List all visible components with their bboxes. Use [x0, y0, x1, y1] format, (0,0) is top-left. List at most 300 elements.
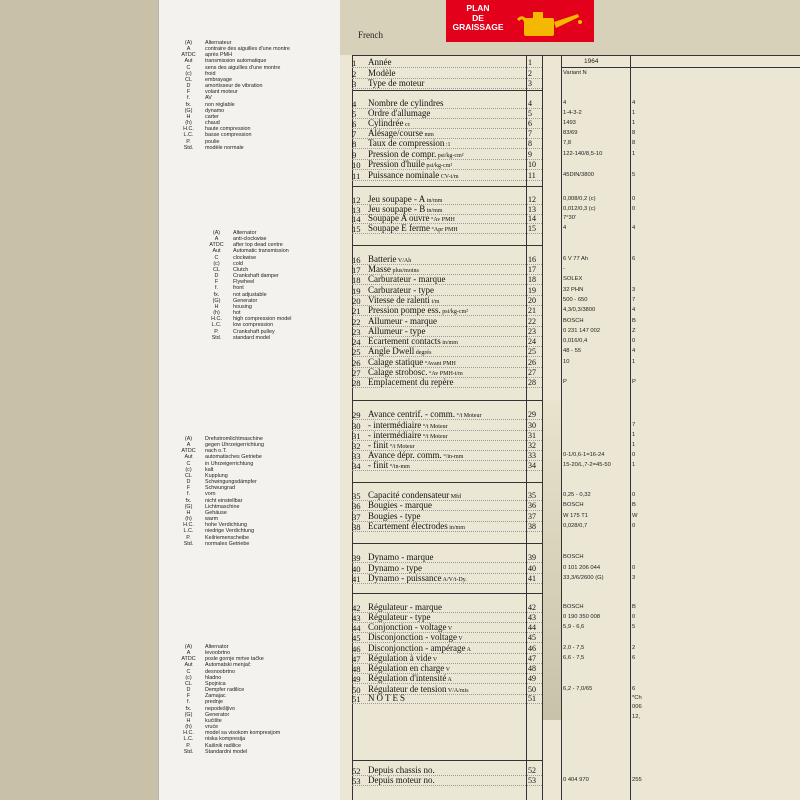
row-label — [368, 602, 526, 612]
row-unit: t/m — [429, 299, 440, 305]
legend-text: after top dead centre — [233, 242, 283, 249]
value-col2: 1 — [632, 432, 636, 438]
row-number: 8 — [352, 139, 357, 149]
row-label — [368, 295, 526, 305]
value-col1: 0,028/0,7 — [563, 523, 588, 529]
value-col2: 1 — [632, 110, 636, 116]
row-unit: °Apr PMH — [429, 227, 458, 233]
row-label-text: Soupape A ouvre — [368, 213, 430, 223]
row-label-text: Avance dépr. comm. — [368, 450, 442, 460]
value-col1: BOSCH — [563, 318, 584, 324]
value-col2: 1 — [632, 442, 636, 448]
row-number: 51 — [352, 694, 361, 704]
value-col2: B — [632, 318, 636, 324]
row-label-text: Disconjonction - voltage — [368, 632, 457, 642]
row-number-right: 1 — [528, 58, 532, 67]
legend-text: Clutch — [233, 266, 249, 273]
row-number: 24 — [352, 337, 361, 347]
value-col1: BOSCH — [563, 554, 584, 560]
legend-text: poulie — [205, 138, 220, 145]
row-label-text: Allumeur - type — [368, 326, 426, 336]
legend-abbr: (A) — [184, 40, 193, 46]
value-col1: 0,016/0,4 — [563, 338, 588, 344]
row-label — [368, 440, 526, 450]
row-number: 19 — [352, 286, 361, 296]
row-label — [368, 573, 526, 583]
row-unit: V — [444, 667, 451, 673]
value-col2: 0 — [632, 452, 636, 458]
legend-text: Flywheel — [233, 279, 255, 286]
row-label — [368, 194, 526, 204]
legend-text: Alternator — [233, 230, 257, 236]
row-number: 25 — [352, 347, 361, 357]
legend-abbr: P. — [186, 742, 191, 749]
row-label-text: Soupape E ferme — [368, 223, 430, 233]
legend-text: in Uhrzeigerrichtung — [205, 460, 254, 467]
legend-text: levoobrtno — [205, 650, 231, 657]
row-number: 11 — [352, 171, 361, 181]
row-unit: A — [465, 647, 471, 653]
row-label — [368, 316, 526, 326]
value-col2: 6 — [632, 256, 636, 262]
row-label — [368, 409, 526, 419]
legend-abbr: F — [214, 279, 219, 286]
row-label — [368, 500, 526, 510]
value-col1: 7°30' — [563, 215, 577, 221]
year-header: 1964 — [584, 58, 599, 65]
value-col2: 6 — [632, 655, 636, 661]
row-label — [368, 274, 526, 284]
row-label — [368, 521, 526, 531]
row-label — [368, 213, 526, 223]
row-label-text: Année — [368, 57, 392, 67]
row-unit: °/t Moteur — [388, 444, 415, 450]
legend-text: basse compression — [205, 132, 252, 139]
logo-text — [451, 4, 505, 33]
row-label — [368, 98, 526, 108]
row-label — [368, 450, 526, 460]
row-label — [368, 367, 526, 377]
row-label-text: Ecartement contacts — [368, 336, 441, 346]
row-label — [368, 663, 526, 673]
row-number-right: 31 — [528, 431, 536, 440]
row-unit: CV-t/m — [439, 174, 459, 180]
row-label — [368, 632, 526, 642]
legend-french — [172, 40, 290, 151]
row-label — [368, 693, 526, 703]
row-number-right: 22 — [528, 317, 536, 326]
row-unit: psi/kg-cm² — [436, 153, 464, 159]
legend-abbr: Std. — [211, 334, 222, 341]
value-col2: B — [632, 604, 636, 610]
row-number: 12 — [352, 195, 361, 205]
legend-text: transmission automatique — [205, 58, 267, 65]
legend-text: Generator — [233, 297, 258, 304]
row-unit: °Av PMH — [429, 217, 455, 223]
value-col2: 8 — [632, 130, 636, 136]
row-number: 6 — [352, 119, 357, 129]
legend-abbr: Aut — [212, 248, 221, 255]
legend-abbr: F — [186, 89, 191, 96]
legend-text: vruće — [205, 724, 219, 731]
legend-abbr: f. — [187, 95, 190, 102]
legend-text: Crankshaft pulley — [233, 328, 275, 335]
row-number-right: 29 — [528, 410, 536, 419]
legend-text: haute compression — [205, 126, 251, 133]
value-col2: 0 — [632, 196, 636, 202]
row-number-right: 37 — [528, 512, 536, 521]
legend-abbr: (c) — [185, 70, 192, 77]
row-number: 23 — [352, 327, 361, 337]
legend-abbr: L.C. — [183, 736, 194, 743]
legend-text: modèle normale — [205, 144, 244, 151]
row-label-text: Ecartement électrodes — [368, 521, 448, 531]
legend-text: chaud — [205, 120, 220, 127]
row-number: 53 — [352, 776, 361, 786]
row-number-right: 16 — [528, 255, 536, 264]
row-label — [368, 57, 526, 67]
value-col1: 0,012/0,3 (c) — [563, 206, 596, 212]
row-label-text: Angle Dwell — [368, 346, 415, 356]
row-number: 15 — [352, 224, 361, 234]
value-col2: 4 — [632, 100, 636, 106]
row-number: 38 — [352, 522, 361, 532]
legend-text: kalt — [205, 466, 214, 473]
legend-abbr: P. — [186, 534, 191, 541]
logo-line1: PLAN — [466, 3, 490, 13]
legend-abbr: H — [186, 717, 191, 724]
legend-abbr: (c) — [185, 466, 192, 473]
row-label — [368, 285, 526, 295]
row-label-text: Capacité condensateur — [368, 490, 450, 500]
row-unit: mm — [422, 132, 434, 138]
value-col2: 0 — [632, 206, 636, 212]
value-col1: W 175 T1 — [563, 513, 589, 519]
row-number-right: 42 — [528, 603, 536, 612]
row-label-text: Régulation d'intensité — [368, 673, 447, 683]
legend-text: carter — [205, 113, 219, 120]
legend-text: clockwise — [233, 254, 257, 261]
row-label — [368, 653, 526, 663]
row-number-right: 46 — [528, 644, 536, 653]
legend-abbr: CL — [213, 266, 220, 273]
row-number: 48 — [352, 664, 361, 674]
row-unit: °/t Moteur — [421, 434, 448, 440]
legend-abbr: D — [186, 83, 191, 90]
legend-text: Standardni model — [205, 748, 248, 755]
value-col2: W — [632, 513, 638, 519]
legend-text: high compression model — [233, 316, 292, 323]
legend-abbr: H.C. — [183, 126, 194, 133]
logo — [446, 0, 594, 42]
value-col1: 0 231 147 002 — [563, 328, 601, 334]
legend-abbr: (A) — [212, 230, 221, 236]
value-col1: 4,3/0,3/3800 — [563, 307, 596, 313]
row-label-text: Alésage/course — [368, 128, 423, 138]
legend-text: froid — [205, 70, 216, 77]
row-label-text: Calage statique — [368, 357, 424, 367]
legend-text: Lichtmaschine — [205, 503, 240, 510]
legend-abbr: f. — [215, 285, 218, 292]
legend-abbr: fx. — [185, 705, 192, 712]
value-col1: Variant N — [563, 70, 587, 76]
legend-text: desnoobrtno — [205, 668, 235, 675]
table-top-border — [352, 55, 800, 56]
legend-text: amortisseur de vibration — [205, 83, 263, 90]
value-col1: 122-140/8,5-10 — [563, 151, 603, 157]
row-number-right: 50 — [528, 685, 536, 694]
legend-text: Dempfer radilice — [205, 687, 245, 694]
row-label-text: Disconjonction - ampérage — [368, 643, 466, 653]
value-col2: 1 — [632, 359, 636, 365]
legend-abbr: A — [186, 46, 191, 53]
row-number-right: 26 — [528, 358, 536, 367]
value-col1: 15-20/L,7-2=45-50 — [563, 462, 611, 468]
row-number-right: 33 — [528, 451, 536, 460]
row-unit: °/in-mm — [388, 464, 410, 470]
row-label — [368, 460, 526, 470]
legend-text: housing — [233, 303, 252, 310]
value-col1: 33,3/6/2600 (G) — [563, 575, 604, 581]
row-number: 35 — [352, 491, 361, 501]
row-number: 13 — [352, 205, 361, 215]
row-number: 16 — [352, 255, 361, 265]
value-col2: P — [632, 379, 636, 385]
row-number: 18 — [352, 275, 361, 285]
value-col2: 0 — [632, 614, 636, 620]
legend-abbr: A — [186, 650, 191, 657]
row-unit: Mfd — [449, 494, 462, 500]
legend-abbr: (c) — [185, 674, 192, 681]
row-unit: :1 — [444, 142, 451, 148]
group-divider — [352, 400, 542, 401]
legend-abbr: CL — [185, 76, 192, 83]
row-number: 9 — [352, 150, 357, 160]
row-unit: in/mm — [440, 340, 458, 346]
row-number: 14 — [352, 214, 361, 224]
row-label — [368, 170, 526, 180]
legend-text: Automatic transmission — [233, 248, 289, 255]
legend-abbr: (c) — [213, 260, 220, 267]
header-divider — [561, 67, 800, 68]
row-label — [368, 612, 526, 622]
legend-text: nicht einstellbar — [205, 497, 243, 504]
legend-text: Gehäuse — [205, 509, 227, 516]
row-unit: V — [446, 626, 453, 632]
row-unit: °/t Moteur — [455, 413, 482, 419]
legend-german — [172, 436, 264, 547]
row-label-text: Dynamo - puissance — [368, 573, 442, 583]
row-label-text: Pression de compr. — [368, 149, 437, 159]
value-col1: 32 PHN — [563, 287, 584, 293]
row-number-right: 24 — [528, 337, 536, 346]
row-label-text: Dynamo - type — [368, 563, 422, 573]
row-unit: °/t Moteur — [421, 424, 448, 430]
row-label-text: - finit — [368, 440, 389, 450]
legend-text: après PMH — [205, 52, 232, 59]
row-number: 44 — [352, 623, 361, 633]
row-number-right: 7 — [528, 129, 532, 138]
legend-text: kućište — [205, 717, 222, 724]
row-number-right: 52 — [528, 766, 536, 775]
value-col2: Z — [632, 328, 636, 334]
row-label — [368, 775, 526, 785]
row-number-right: 17 — [528, 265, 536, 274]
row-number-right: 48 — [528, 664, 536, 673]
row-number-right: 15 — [528, 224, 536, 233]
legend-text: Alternator — [205, 644, 229, 650]
row-number-right: 21 — [528, 306, 536, 315]
value-col2: 7 — [632, 422, 636, 428]
legend-text: Zamajac — [205, 693, 226, 700]
row-label-text: Depuis chassis no. — [368, 765, 435, 775]
legend-text: automatisches Getriebe — [205, 454, 262, 461]
value-col1: 10 — [563, 359, 570, 365]
row-label-text: Pression d'huile — [368, 159, 425, 169]
legend-abbr: f. — [187, 491, 190, 498]
legend-abbr: ATDC — [181, 52, 196, 59]
row-unit: psi/kg-cm² — [440, 309, 469, 315]
row-number-right: 34 — [528, 461, 536, 470]
value-col1: 1-4-3-2 — [563, 110, 582, 116]
row-number-right: 39 — [528, 553, 536, 562]
legend-abbr: C — [186, 460, 191, 467]
legend-text: normales Getriebe — [205, 540, 250, 547]
value-col1: 5,9 - 6,6 — [563, 624, 585, 630]
row-unit: degrés — [414, 350, 432, 356]
row-label-text: - intermédiaire — [368, 420, 422, 430]
legend-text: sens des aiguilles d'une montre — [205, 64, 281, 71]
value-col1: 0 404 970 — [563, 777, 589, 783]
row-unit: cc — [403, 122, 411, 128]
group-divider — [352, 760, 542, 761]
row-rule — [352, 703, 542, 704]
row-label — [368, 563, 526, 573]
legend-abbr: C — [186, 64, 191, 71]
row-label-text: Régulateur - marque — [368, 602, 442, 612]
row-label — [368, 420, 526, 430]
row-unit: V/A/mis — [446, 688, 469, 694]
row-label-text: Bougies - marque — [368, 500, 432, 510]
legend-text: low compression — [233, 322, 274, 329]
row-rule — [352, 88, 542, 89]
legend-abbr: D — [214, 273, 219, 280]
row-label-text: Cylindrée — [368, 118, 404, 128]
value-col2: 4 — [632, 307, 636, 313]
legend-text: hladno — [205, 674, 222, 681]
value-col2: 0 — [632, 523, 636, 529]
row-label — [368, 622, 526, 632]
legend-text: Generator — [205, 711, 230, 718]
row-number-right: 13 — [528, 205, 536, 214]
legend-text: Keilriemenscheibe — [205, 534, 250, 541]
row-number: 5 — [352, 109, 357, 119]
legend-text: volant moteur — [205, 89, 238, 96]
row-number-right: 19 — [528, 286, 536, 295]
legend-abbr: H.C. — [211, 316, 222, 323]
row-label-text: Ordre d'allumage — [368, 108, 431, 118]
legend-abbr: CL — [185, 680, 192, 687]
row-label-text: - intermédiaire — [368, 430, 422, 440]
value-col2: 3 — [632, 575, 636, 581]
row-number-right: 51 — [528, 694, 536, 703]
value-col1: 6,6 - 7,5 — [563, 655, 585, 661]
row-number: 30 — [352, 421, 361, 431]
value-col1: 0 101 206 044 — [563, 565, 601, 571]
value-col1: - — [563, 266, 565, 272]
row-number-right: 8 — [528, 139, 532, 148]
row-unit: psi/kg-cm² — [424, 163, 453, 169]
row-label — [368, 254, 526, 264]
row-number-right: 32 — [528, 441, 536, 450]
legend-text: nepodešljivo — [205, 705, 235, 712]
group-divider — [352, 482, 542, 483]
row-rule — [352, 531, 542, 532]
legend-abbr: P. — [214, 328, 219, 335]
row-label-text: Pression pompe ess. — [368, 305, 441, 315]
legend-abbr: H.C. — [183, 522, 194, 529]
legend-text: cold — [233, 260, 243, 267]
legend-text: Kaišnik radilice — [205, 742, 241, 749]
legend-entry — [172, 541, 264, 547]
value-col2: 2 — [632, 645, 636, 651]
value-col2: 4 — [632, 225, 636, 231]
legend-abbr: (G) — [184, 503, 193, 510]
row-number-right: 43 — [528, 613, 536, 622]
row-number-right: 53 — [528, 776, 536, 785]
row-label — [368, 68, 526, 78]
value-col1: 0-1/0,6-1=16-24 — [563, 452, 605, 458]
row-number: 39 — [352, 553, 361, 563]
row-unit: °Avant PMH — [423, 361, 456, 367]
legend-abbr: f. — [187, 699, 190, 706]
legend-abbr: L.C. — [183, 132, 194, 139]
value-col2: 5 — [632, 172, 636, 178]
legend-abbr: H — [214, 303, 219, 310]
legend-abbr: ATDC — [181, 448, 196, 455]
legend-abbr: D — [186, 479, 191, 486]
row-number-right: 2 — [528, 69, 532, 78]
row-number-right: 25 — [528, 347, 536, 356]
row-number-right: 20 — [528, 296, 536, 305]
row-label-text: Carburateur - marque — [368, 274, 446, 284]
legend-text: nach o.T. — [205, 448, 227, 455]
legend-abbr: (h) — [185, 724, 192, 731]
row-unit: plus/moins — [391, 268, 419, 274]
row-number: 3 — [352, 79, 357, 89]
row-number-right: 14 — [528, 214, 536, 223]
row-number: 10 — [352, 160, 361, 170]
row-number-right: 38 — [528, 522, 536, 531]
row-number-right: 4 — [528, 99, 532, 108]
legend-abbr: ATDC — [209, 242, 224, 249]
legend-abbr: A — [186, 442, 191, 449]
legend-abbr: Aut — [184, 662, 193, 669]
legend-text: hot — [233, 310, 241, 317]
legend-abbr: F — [186, 485, 191, 492]
row-label-text: Régulateur - type — [368, 612, 431, 622]
value-col1: BOSCH — [563, 502, 584, 508]
row-label-text: Masse — [368, 264, 391, 274]
row-unit: A — [446, 677, 452, 683]
row-number: 28 — [352, 378, 361, 388]
row-number-right: 23 — [528, 327, 536, 336]
row-label-text: Carburateur - type — [368, 285, 434, 295]
row-label — [368, 305, 526, 315]
row-rule — [352, 387, 542, 388]
value-col2: *Ch — [632, 695, 642, 701]
legend-abbr: Std. — [183, 540, 194, 547]
